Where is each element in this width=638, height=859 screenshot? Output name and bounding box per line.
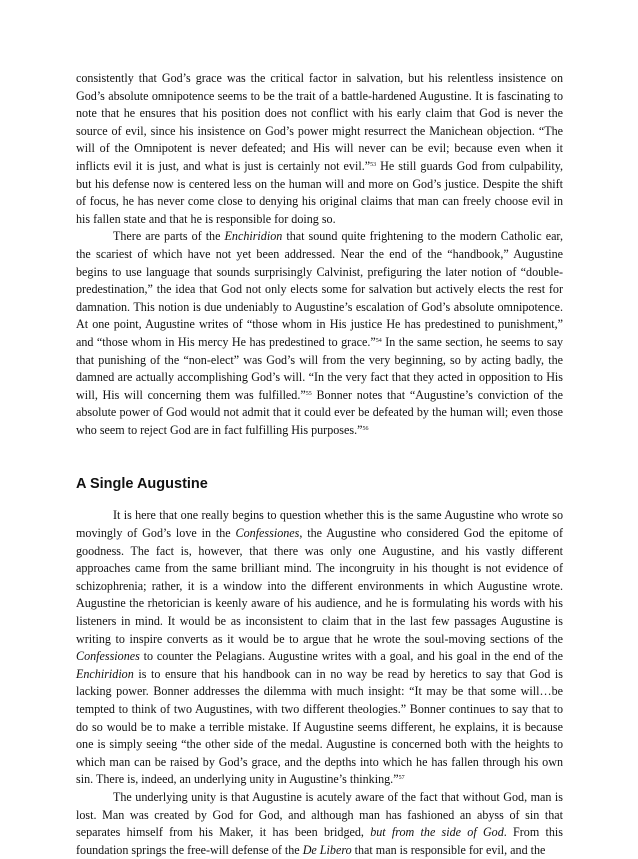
paragraph-1: consistently that God’s grace was the critical factor in salvation, but his relentless insistence on God’s absolute omnipotence seems to be the trait of a battle-hardened Augustine. It is fascinating to note that he ensures that his position does not conflict with his early claim that God is never the source of evil, since his insistence on God’s power might resurrect the Manichean objection. “The will of the Omnipotent is never defeated; and His will never can be evil; because even when it inflicts evil it is just, and what is just is certainly not evil.”$^{53}$ He still guards God from culpability, but his defense now is centered less on the human will and more on God’s justice. Despite the shift of focus, he has never come close to denying his original claims that man can freely choose evil in his fallen state and that he is responsible for doing so.: [76, 71, 563, 226]
document-page: [76, 70, 563, 859]
paragraph-4: The underlying unity is that Augustine is acutely aware of the fact that without God, man is lost. Man was created by God for God, and although man has fashioned an abyss of sin that separates himself from his Maker, it has been bridged, but from the side of God. From this foundation springs the free-will defense of the De Libero that man is responsible for evil, and the: [76, 789, 563, 857]
title-enchiridion: Enchiridion: [76, 666, 134, 681]
emphasis-phrase: but from the side of God: [370, 825, 504, 840]
paragraph-3: It is here that one really begins to question whether this is the same Augustine who wrote so movingly of God’s love in the Confessiones, the Augustine who considered God the epitome of goodness. The fact is, however, that there was only one Augustine, and his vastly different approaches came from the same brilliant mind. The incongruity in his thought is not evidence of schizophrenia; rather, it is a window into the different environments in which Augustine wrote. Augustine the rhetorician is keenly aware of his audience, and he is formulating his words with his listeners in mind. It would be as inconsistent to claim that in the last few passages Augustine is writing to inspire converts as it would be to argue that he wrote the soul-moving sections of the Confessiones to counter the Pelagians. Augustine writes with a goal, and his goal in the end of the Enchiridion is to ensure that his handbook can in no way be read by heretics to say that God is lacking power. Bonner addresses the dilemma with much insight: “It may be that some will…be tempted to think of two Augustines, with two different theologies.” Bonner continues to say that to do so would be to make a terrible mistake. If Augustine seems different, he explains, it is because one is simply seeing “the other side of the medal. Augustine is concerned both with the heights to which man can be raised by God’s grace, and the depths into which he has fallen through his own sin. There is, indeed, an underlying unity in Augustine’s thinking.”$^{57}$: [76, 508, 563, 787]
section-heading: A Single Augustine: [76, 476, 208, 493]
title-confessiones: Confessiones: [76, 649, 140, 664]
title-enchiridion: Enchiridion: [224, 229, 283, 244]
footnote-ref-55: 55: [305, 390, 312, 397]
footnote-ref-56: 56: [362, 425, 369, 432]
title-confessiones: Confessiones: [235, 526, 300, 541]
paragraph-2: There are parts of the Enchiridion that sound quite frightening to the modern Catholic ear, the scariest of which have not yet been addressed. Near the end of the “handbook,” Augustine begins to use language that sounds surprisingly Calvinist, prefiguring the later notion of “double-predestination,” the idea that God not only elects some for salvation but actively elects the rest for damnation. This notion is due undeniably to Augustine’s escalation of God’s absolute omnipotence. At one point, Augustine writes of “those whom in His justice He has predestined to punishment,” and “those whom in His mercy He has predestined to grace.”$^{54}$ In the same section, he seems to say that punishing of the “non-elect” was God’s will from the very beginning, so by acting badly, the damned are actually accomplishing God’s will. “In the very fact that they acted in opposition to His will, His will concerning them was fulfilled.”$^{55}$ Bonner notes that “Augustine’s conviction of the absolute power of God would not admit that it could ever be defeated by the human will; even those who seem to reject God are in fact fulfilling His purposes.”$^{56}$: [76, 229, 563, 437]
footnote-ref-54: 54: [375, 337, 382, 344]
footnote-ref-53: 53: [370, 161, 377, 168]
footnote-ref-57: 57: [398, 775, 405, 782]
title-de-libero: De Libero: [302, 842, 352, 857]
